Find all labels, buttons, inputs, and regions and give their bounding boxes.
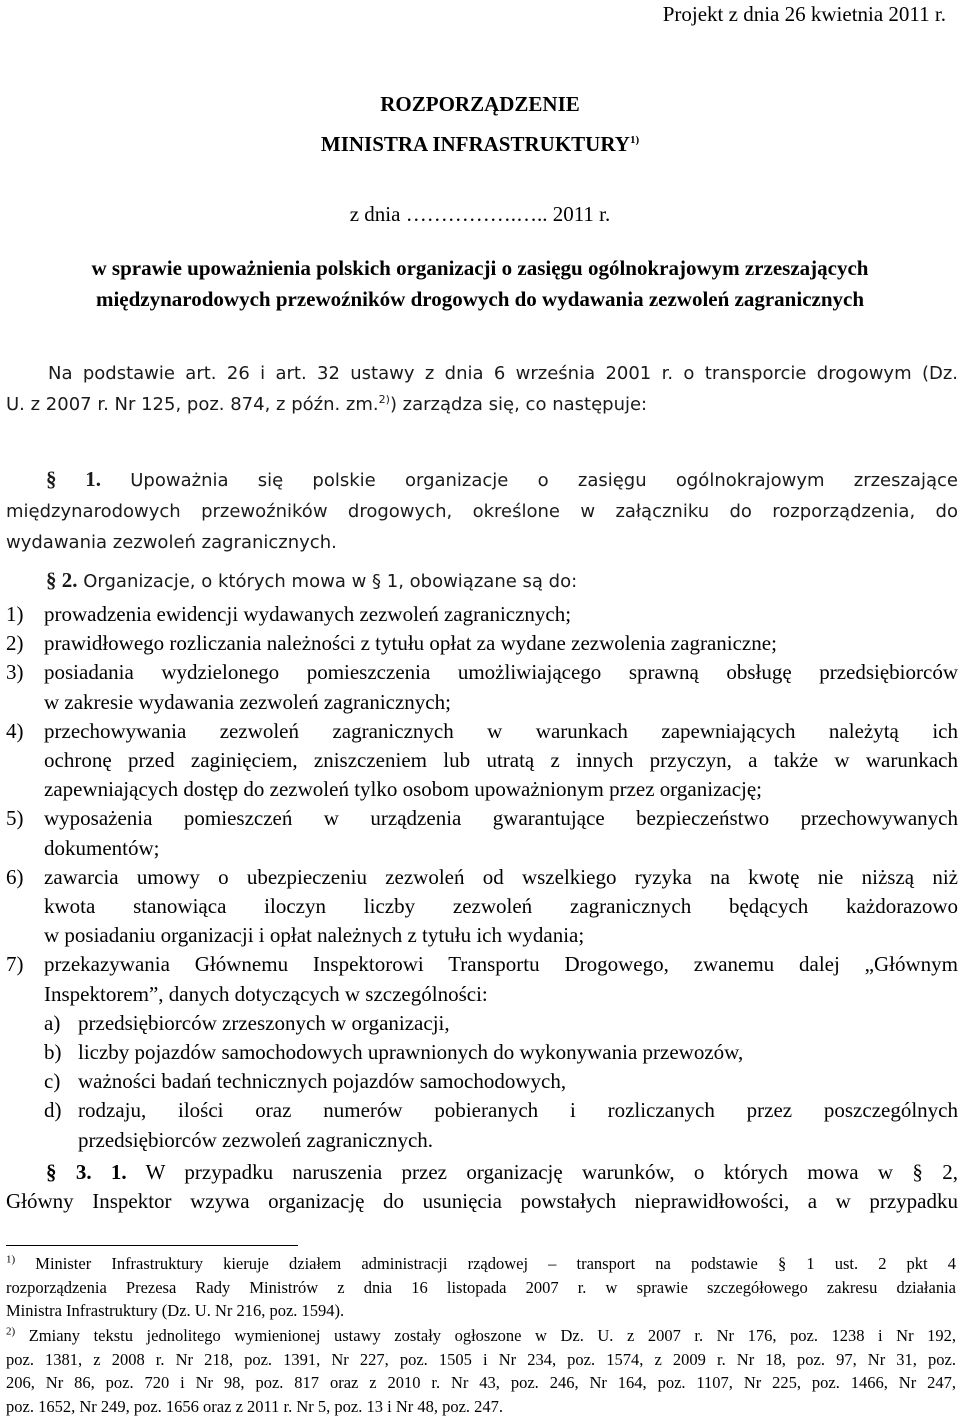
list-subitem: b) liczby pojazdów samochodowych uprawnionych do wykonywania przewozów, [44, 1038, 958, 1067]
list-item: 4) przechowywania zezwoleń zagranicznych w warunkach zapewniających należytą ich ochronę przed zaginięciem, zniszczeniem lub utratą z innych przyczyn, a także w warunkach zapewniających dostęp do zezwoleń tylko osobom upoważnionym przez organizację; [6, 718, 958, 802]
section-2-list [6, 600, 958, 1155]
section-1-mark: § 1. [46, 467, 102, 491]
list-subitem: d) rodzaju, ilości oraz numerów pobieranych i rozliczanych przez poszczególnych przedsiębiorców zezwoleń zagranicznych. [44, 1098, 958, 1152]
project-date: Projekt z dnia 26 kwietnia 2011 r. [662, 2, 946, 26]
subitem-letter: c) [44, 1069, 61, 1094]
footnote-2-ref: 2) [6, 1325, 16, 1338]
item-number: 1) [6, 602, 24, 626]
item-number: 4) [6, 718, 24, 743]
section-2-mark: § 2. [46, 568, 78, 592]
list-item: 7) przekazywania Głównemu Inspektorowi Transportu Drogowego, zwanemu dalej „Głównym Inspektorem”, danych dotyczących w szczególności: [6, 952, 958, 1006]
footnote-separator [6, 1245, 298, 1246]
list-item: 2) prawidłowego rozliczania należności z tytułu opłat za wydane zezwolenia zagraniczne; [6, 629, 958, 658]
subitem-letter: b) [44, 1040, 62, 1065]
section-3-line-1: § 3. 1. W przypadku naruszenia przez organizację warunków, o których mowa w § 2, [46, 1160, 959, 1184]
footnote-2: $^{2)}$ Zmiany tekstu jednolitego wymienionej ustawy zostały ogłoszone w Dz. U. z 2007 r. Nr 176, poz. 1238 i Nr 192, poz. 1381, z 2008 r. Nr 218, poz. 1391, Nr 227, poz. 1505 i Nr 234, poz. 1574, z 2009 r. Nr 18, poz. 97, Nr 31, poz. 206, Nr 86, poz. 720 i Nr 98, poz. 817 oraz z 2010 r. Nr 43, poz. 246, Nr 164, poz. 1107, Nr 225, poz. 1466, Nr 247, poz. 1652, Nr 249, poz. 1656 oraz z 2011 r. Nr 5, poz. 13 i Nr 48, poz. 247. [6, 1325, 956, 1416]
act-date: z dnia …………….….. 2011 r. [349, 202, 611, 226]
act-type-title: ROZPORZĄDZENIE [380, 92, 580, 116]
section-3 [6, 1158, 958, 1216]
section-3-mark: § 3. 1. [46, 1160, 127, 1184]
list-subitem: c) ważności badań technicznych pojazdów samochodowych, [44, 1067, 958, 1096]
item-number: 2) [6, 631, 24, 656]
footnote-1-ref: 1) [6, 1253, 16, 1266]
list-item: 1) prowadzenia ewidencji wydawanych zezwoleń zagranicznych; [6, 600, 958, 629]
section-1-line-1: § 1. Upoważnia się polskie organizacje o zasięgu ogólnokrajowym zrzeszające [46, 467, 958, 491]
preamble-line-1: Na podstawie art. 26 i art. 32 ustawy z dnia 6 września 2001 r. o transporcie drogowym (Dz. [48, 363, 958, 384]
subject-line-2: międzynarodowych przewoźników drogowych do wydawania zezwoleń zagranicznych [95, 287, 865, 311]
footnote-1: $^{1)}$ Minister Infrastruktury kieruje działem administracji rządowej – transport na podstawie § 1 ust. 2 pkt 4 rozporządzenia Prezesa Rady Ministrów z dnia 16 listopada 2007 r. w sprawie szczegółowego zakresu działania Ministra Infrastruktury (Dz. U. Nr 216, poz. 1594). [6, 1253, 956, 1320]
act-subject [0, 253, 960, 315]
list-item: 3) posiadania wydzielonego pomieszczenia umożliwiającego sprawną obsługę przedsiębiorców w zakresie wydawania zezwoleń zagranicznych; [6, 660, 958, 714]
issuer-name: MINISTRA INFRASTRUKTURY [320, 132, 630, 156]
subitem-letter: d) [44, 1098, 62, 1123]
item-number: 6) [6, 864, 24, 889]
list-item: 5) wyposażenia pomieszczeń w urządzenia gwarantujące bezpieczeństwo przechowywanych dokumentów; [6, 806, 958, 860]
item-number: 7) [6, 952, 24, 977]
footnote-ref-2: 2) [378, 393, 390, 406]
item-number: 5) [6, 806, 24, 831]
footnote-ref-1: 1) [629, 134, 640, 146]
preamble [6, 358, 958, 420]
list-subitem: a) przedsiębiorców zrzeszonych w organizacji, [44, 1009, 958, 1038]
section-2-intro: § 2. Organizacje, o których mowa w § 1, obowiązane są do: [46, 568, 578, 592]
subitem-letter: a) [44, 1010, 61, 1035]
section-1-line-3: wydawania zezwoleń zagranicznych. [6, 532, 337, 553]
section-3-line-2: Główny Inspektor wzywa organizację do usunięcia powstałych nieprawidłowości, a w przypadku [6, 1189, 958, 1214]
section-1 [6, 465, 958, 558]
item-number: 3) [6, 660, 24, 685]
preamble-line-2: U. z 2007 r. Nr 125, poz. 874, z późn. zm.$^{2)}$) zarządza się, co następuje: [6, 393, 648, 415]
list-item: 6) zawarcia umowy o ubezpieczeniu zezwoleń od wszelkiego ryzyka na kwotę nie niższą niż kwota stanowiąca iloczyn liczby zezwoleń zagranicznych będących każdorazowo w posiadaniu organizacji i opłat należnych z tytułu ich wydania; [6, 864, 958, 948]
section-1-line-2: międzynarodowych przewoźników drogowych, określone w załączniku do rozporządzenia, do [6, 501, 958, 522]
issuer-title [0, 132, 960, 157]
subject-line-1: w sprawie upoważnienia polskich organizacji o zasięgu ogólnokrajowym zrzeszających [91, 256, 869, 280]
